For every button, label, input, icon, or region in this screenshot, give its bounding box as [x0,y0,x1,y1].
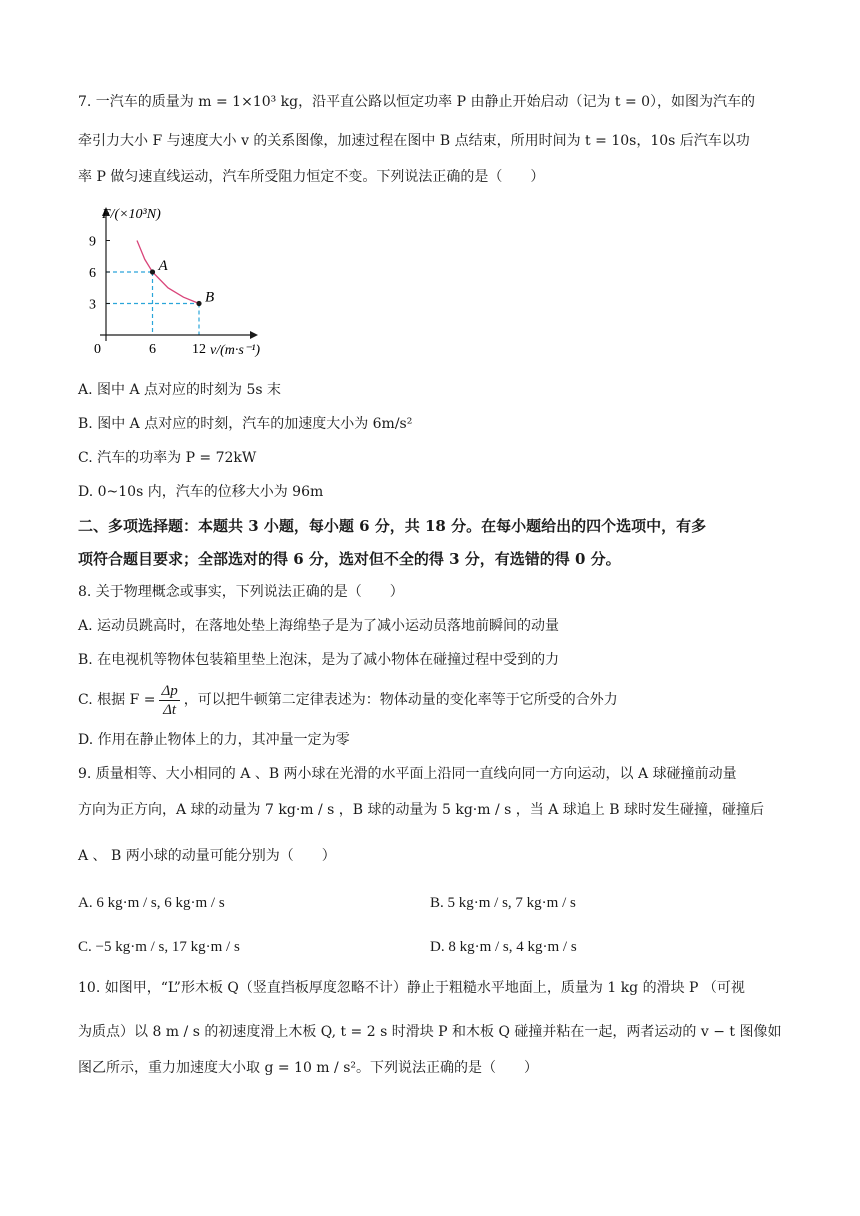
point-A [150,269,155,274]
point-label-B: B [205,289,215,306]
y-axis-label: F/(×10³N) [102,207,161,222]
q8-stem: 8. 关于物理概念或事实，下列说法正确的是（ ） [78,584,404,600]
x-axis-arrow [250,331,258,339]
q7-option-b: B. 图中 A 点对应的时刻，汽车的加速度大小为 6m/s² [78,416,413,432]
q10-stem-line1: 10. 如图甲，“L”形木板 Q（竖直挡板厚度忽略不计）静止于粗糙水平地面上，质量为 1 kg 的滑块 P （可视 [78,980,745,996]
q7-stem-line2: 牵引力大小 F 与速度大小 v 的关系图像，加速过程在图中 B 点结束，所用时间为 t = 10s，10s 后汽车以功 [78,133,750,149]
q9-stem-line3: A 、 B 两小球的动量可能分别为（ ） [78,848,336,864]
q10-stem-line3: 图乙所示，重力加速度大小取 g = 10 m / s²。下列说法正确的是（ ） [78,1060,538,1076]
chart-guides [106,272,199,335]
point-label-A: A [158,258,168,274]
delta-p-over-delta-t-fraction [159,682,179,719]
q8-option-c-prefix: C. 根据 F = [78,692,156,708]
y-tick-label: 9 [89,234,96,250]
origin-label: 0 [94,342,101,357]
y-tick-label: 6 [89,266,96,281]
chart-curve [137,241,199,304]
q9-option-b: B. 5 kg·m / s, 7 kg·m / s [430,895,576,911]
x-tick-label: 6 [149,342,156,357]
q7-option-d: D. 0~10s 内，汽车的位移大小为 96m [78,484,324,500]
q8-option-a: A. 运动员跳高时，在落地处垫上海绵垫子是为了减小运动员落地前瞬间的动量 [78,618,560,634]
fraction-numerator: Δp [161,682,178,699]
section2-heading-line1: 二、多项选择题：本题共 3 小题，每小题 6 分，共 18 分。在每小题给出的四个选项中，有多 [78,517,707,535]
y-tick-label: 3 [89,297,96,313]
x-axis-label: v/(m·s⁻¹) [210,343,261,358]
x-tick-label: 12 [192,342,206,357]
fraction-denominator: Δt [163,701,177,718]
q7-stem-line1: 7. 一汽车的质量为 m = 1×10³ kg，沿平直公路以恒定功率 P 由静止开始启动（记为 t = 0），如图为汽车的 [78,94,756,110]
q9-stem-line1: 9. 质量相等、大小相同的 A 、B 两小球在光滑的水平面上沿同一直线向同一方向运动，以 A 球碰撞前动量 [78,766,737,782]
q8-option-c [78,680,618,720]
q9-option-c: C. −5 kg·m / s, 17 kg·m / s [78,939,240,955]
q7-option-c: C. 汽车的功率为 P = 72kW [78,450,257,466]
q7-stem-line3: 率 P 做匀速直线运动，汽车所受阻力恒定不变。下列说法正确的是（ ） [78,169,545,185]
section2-heading-line2: 项符合题目要求；全部选对的得 6 分，选对但不全的得 3 分，有选错的得 0 分。 [78,550,621,568]
q10-stem-line2: 为质点）以 8 m / s 的初速度滑上木板 Q, t = 2 s 时滑块 P 和木板 Q 碰撞并粘在一起，两者运动的 v − t 图像如 [78,1024,782,1040]
q8-option-d: D. 作用在静止物体上的力，其冲量一定为零 [78,732,350,748]
q9-option-d: D. 8 kg·m / s, 4 kg·m / s [430,939,577,955]
q9-option-a: A. 6 kg·m / s, 6 kg·m / s [78,895,225,911]
point-B [196,301,201,306]
q7-option-a: A. 图中 A 点对应的时刻为 5s 末 [78,382,282,398]
chart-points [150,258,214,306]
q8-option-b: B. 在电视机等物体包装箱里垫上泡沫，是为了减小物体在碰撞过程中受到的力 [78,652,560,668]
force-velocity-chart [78,196,298,366]
q9-stem-line2: 方向为正方向，A 球的动量为 7 kg·m / s ，B 球的动量为 5 kg·m / s ，当 A 球追上 B 球时发生碰撞，碰撞后 [78,802,764,818]
q8-option-c-suffix: ，可以把牛顿第二定律表述为：物体动量的变化率等于它所受的合外力 [183,692,618,708]
